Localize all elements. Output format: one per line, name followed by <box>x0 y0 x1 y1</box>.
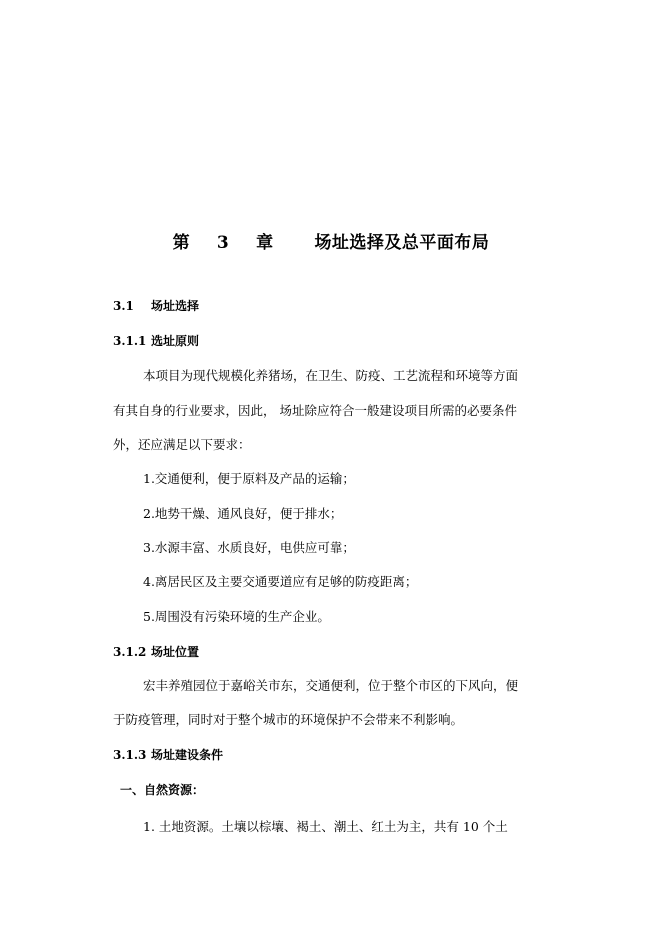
section-heading-3-1-2 <box>113 643 199 660</box>
paragraph-line: 有其自身的行业要求，因此， 场址除应符合一般建设项目所需的必要条件 <box>113 403 517 418</box>
chapter-title <box>0 228 662 253</box>
section-title: 场址位置 <box>151 645 200 659</box>
chapter-label-a: 第 <box>172 233 191 253</box>
list-item: 1. 土地资源。土壤以棕壤、褐土、潮土、红土为主，共有 10 个土 <box>143 819 508 834</box>
requirement-item: 2.地势干燥、通风良好，便于排水； <box>143 506 343 521</box>
requirement-item: 5.周围没有污染环境的生产企业。 <box>143 609 330 624</box>
paragraph-line: 宏丰养殖园位于嘉峪关市东，交通便利，位于整个市区的下风向，便 <box>143 678 519 693</box>
requirement-item: 4.离居民区及主要交通要道应有足够的防疫距离； <box>143 574 418 589</box>
section-heading-3-1 <box>113 297 199 314</box>
section-title: 选址原则 <box>151 334 200 348</box>
paragraph-line: 于防疫管理，同时对于整个城市的环境保护不会带来不利影响。 <box>113 712 464 727</box>
chapter-heading-text: 场址选择及总平面布局 <box>314 233 490 253</box>
section-number: 3.1.2 <box>113 645 147 659</box>
section-heading-3-1-1 <box>113 332 199 349</box>
section-heading-3-1-3 <box>113 746 223 763</box>
requirement-item: 3.水源丰富、水质良好，电供应可靠； <box>143 540 355 555</box>
section-number: 3.1.1 <box>113 334 147 348</box>
chapter-label-b: 章 <box>256 233 274 253</box>
section-number: 3.1.3 <box>113 748 147 762</box>
chapter-number: 3 <box>216 233 230 253</box>
subheading-natural-resources: 一、自然资源： <box>120 783 205 797</box>
paragraph-line: 外，还应满足以下要求： <box>113 437 251 452</box>
paragraph-line: 本项目为现代规模化养猪场，在卫生、防疫、工艺流程和环境等方面 <box>143 368 519 383</box>
section-title: 场址选择 <box>151 299 200 313</box>
section-number: 3.1 <box>113 299 134 313</box>
section-title: 场址建设条件 <box>151 748 224 762</box>
requirement-item: 1.交通便利，便于原料及产品的运输； <box>143 471 355 486</box>
